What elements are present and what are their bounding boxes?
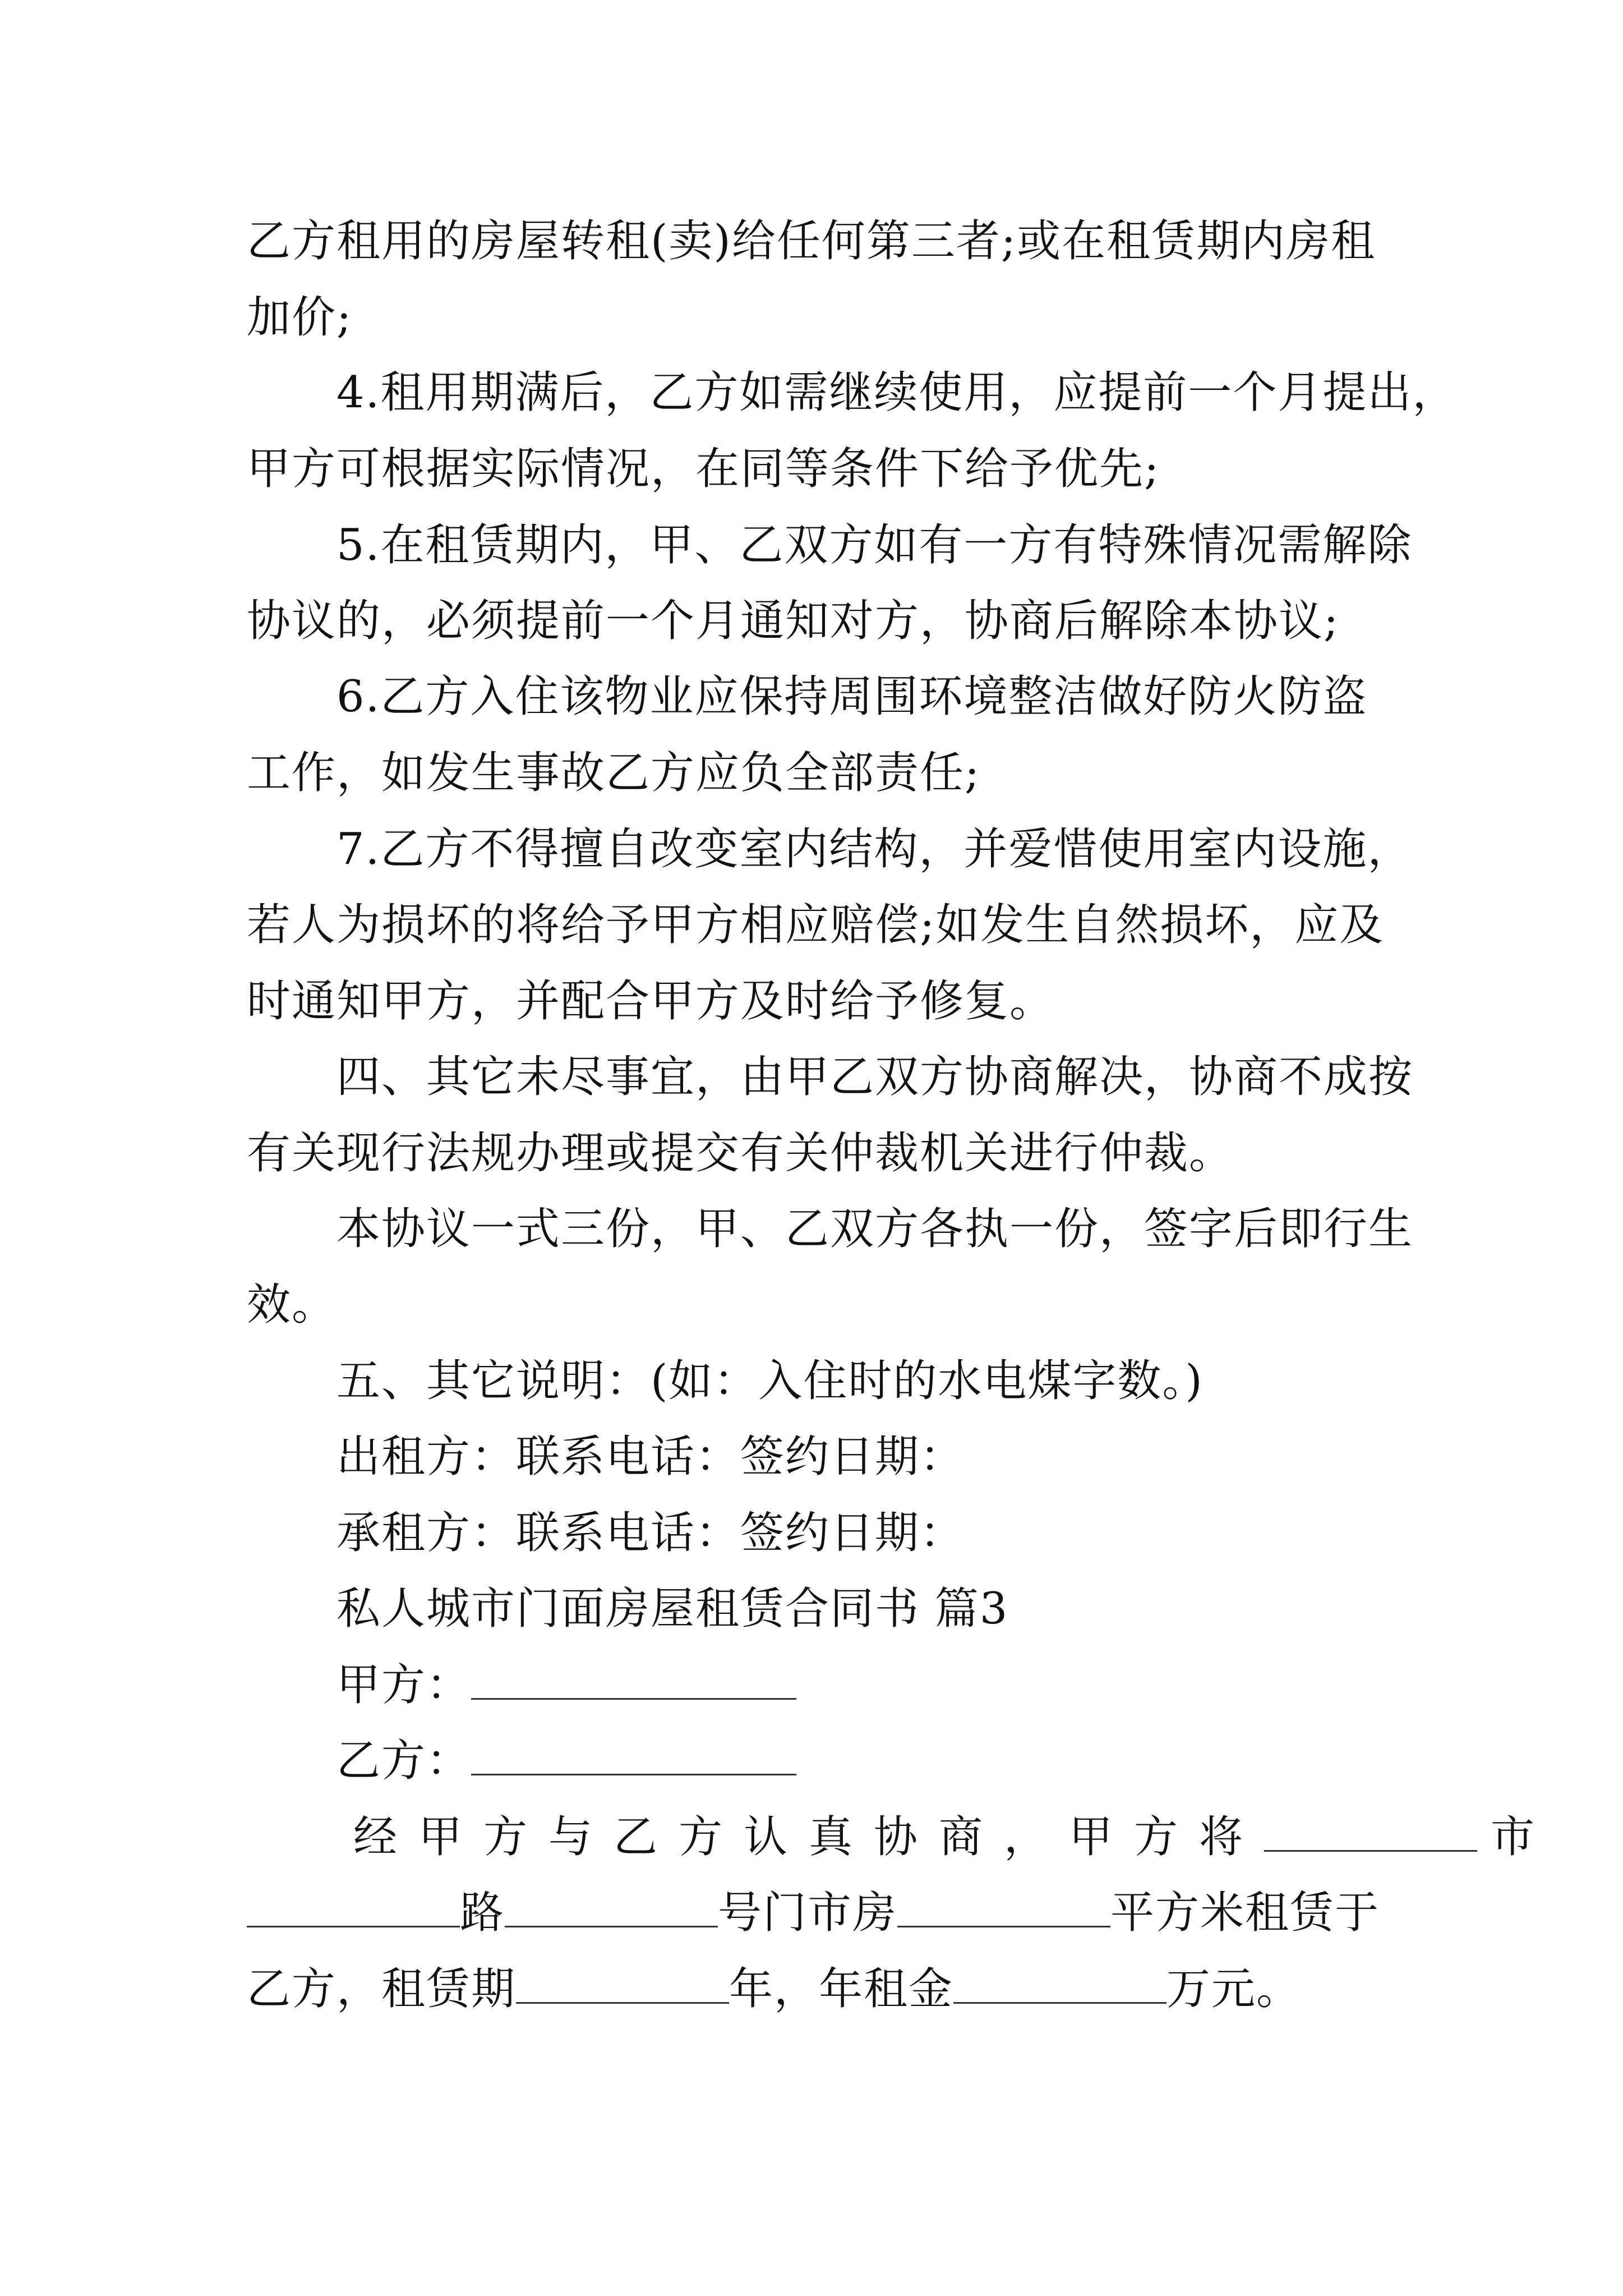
- text-line: 时通知甲方，并配合甲方及时给予修复。: [247, 976, 1055, 1027]
- text-line: 甲方可根据实际情况，在同等条件下给予优先;: [247, 444, 1160, 494]
- text-line: 协议的，必须提前一个月通知对方，协商后解除本协议;: [247, 596, 1340, 646]
- clause-line-3: [247, 1961, 1301, 2017]
- clause-text: 平方米租赁于: [1110, 1888, 1380, 1938]
- text-line: 6.乙方入住该物业应保持周围环境整洁做好防火防盗: [336, 671, 1368, 722]
- text-line: 7.乙方不得擅自改变室内结构，并爱惜使用室内设施，: [336, 824, 1413, 875]
- text-line: 本协议一式三份，甲、乙双方各执一份，签字后即行生: [336, 1204, 1414, 1254]
- rent-blank: [953, 1963, 1166, 2004]
- number-blank: [505, 1887, 718, 1927]
- clause-text: 经甲方与乙方认真协商，甲方将: [353, 1812, 1265, 1862]
- text-line: 4.租用期满后，乙方如需继续使用，应提前一个月提出，: [336, 367, 1458, 418]
- party-b-label: 乙方：: [336, 1736, 472, 1786]
- text-line: 若人为损坏的将给予甲方相应赔偿;如发生自然损坏，应及: [247, 900, 1385, 950]
- party-a-blank: [471, 1659, 796, 1700]
- clause-text: 号门市房: [718, 1888, 898, 1938]
- clause-line-1: [353, 1809, 1536, 1865]
- street-blank: [247, 1887, 460, 1927]
- clause-text: 路: [460, 1888, 505, 1938]
- clause-text: 年，年租金: [729, 1964, 954, 2014]
- text-line: 效。: [247, 1280, 337, 1330]
- party-b-blank: [471, 1734, 796, 1775]
- text-line: 承租方：联系电话：签约日期：: [336, 1508, 965, 1558]
- text-line: 四、其它未尽事宜，由甲乙双方协商解决，协商不成按: [336, 1052, 1414, 1102]
- text-line: 出租方：联系电话：签约日期：: [336, 1432, 965, 1482]
- text-line: 乙方租用的房屋转租(卖)给任何第三者;或在租赁期内房租: [247, 216, 1376, 266]
- clause-text: 乙方，租赁期: [247, 1964, 517, 2014]
- text-line: 加价;: [247, 292, 353, 343]
- section-heading: 私人城市门面房屋租赁合同书 篇3: [336, 1584, 1009, 1634]
- text-line: 有关现行法规办理或提交有关仲裁机关进行仲裁。: [247, 1128, 1234, 1179]
- clause-text: 万元。: [1166, 1964, 1302, 2014]
- clause-line-2: [247, 1885, 1380, 1941]
- text-line: 工作，如发生事故乙方应负全部责任;: [247, 748, 981, 798]
- clause-text: 市: [1491, 1812, 1536, 1862]
- text-line: 五、其它说明：(如：入住时的水电煤字数。): [336, 1356, 1204, 1406]
- party-a-label: 甲方：: [336, 1660, 472, 1710]
- text-line: 5.在租赁期内，甲、乙双方如有一方有特殊情况需解除: [336, 520, 1413, 570]
- area-blank: [897, 1887, 1110, 1927]
- term-blank: [516, 1963, 729, 2004]
- party-b-line: [336, 1733, 796, 1789]
- city-blank: [1264, 1811, 1477, 1852]
- party-a-line: [336, 1657, 796, 1713]
